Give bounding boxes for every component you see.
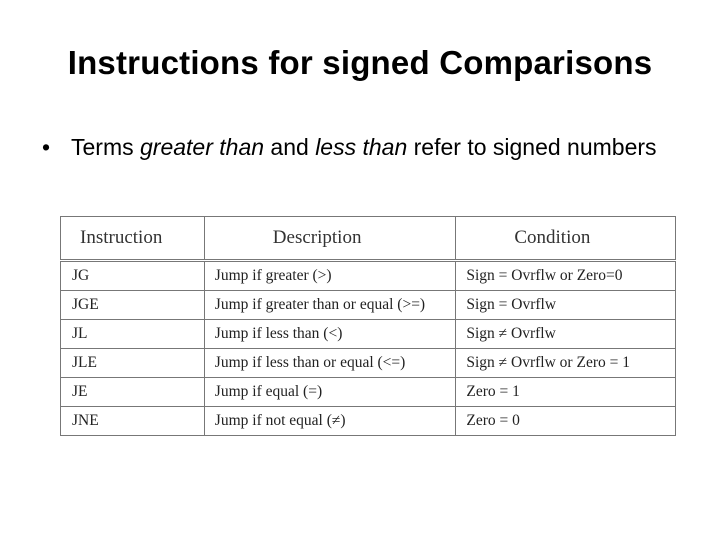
cell-condition: Zero = 0 xyxy=(456,407,676,436)
header-description: Description xyxy=(204,217,456,261)
slide-title: Instructions for signed Comparisons xyxy=(67,44,653,81)
cell-condition: Zero = 1 xyxy=(456,378,676,407)
table-row xyxy=(61,261,676,291)
bullet-text xyxy=(71,132,682,163)
bullet-text-italic-greater: greater than xyxy=(140,134,265,160)
cell-condition: Sign = Ovrflw xyxy=(456,291,676,320)
cell-instruction: JNE xyxy=(61,407,205,436)
bullet-point xyxy=(42,132,682,163)
cell-instruction: JG xyxy=(61,261,205,291)
comparison-table-container xyxy=(60,216,676,436)
cell-condition: Sign ≠ Ovrflw or Zero = 1 xyxy=(456,349,676,378)
table-row xyxy=(61,378,676,407)
cell-description: Jump if equal (=) xyxy=(204,378,456,407)
bullet-text-part1: Terms xyxy=(71,134,140,160)
cell-condition: Sign = Ovrflw or Zero=0 xyxy=(456,261,676,291)
cell-condition: Sign ≠ Ovrflw xyxy=(456,320,676,349)
cell-instruction: JGE xyxy=(61,291,205,320)
cell-instruction: JL xyxy=(61,320,205,349)
table-header-row xyxy=(61,217,676,261)
header-condition: Condition xyxy=(456,217,676,261)
table-row xyxy=(61,407,676,436)
bullet-marker: • xyxy=(42,134,51,160)
bullet-text-part3: refer to signed numbers xyxy=(407,134,657,160)
cell-description: Jump if greater (>) xyxy=(204,261,456,291)
table-row xyxy=(61,349,676,378)
comparison-table xyxy=(60,216,676,436)
cell-description: Jump if less than or equal (<=) xyxy=(204,349,456,378)
table-row xyxy=(61,320,676,349)
bullet-text-italic-less: less than xyxy=(315,134,408,160)
cell-instruction: JLE xyxy=(61,349,205,378)
cell-description: Jump if greater than or equal (>=) xyxy=(204,291,456,320)
cell-instruction: JE xyxy=(61,378,205,407)
bullet-text-part2: and xyxy=(264,134,316,160)
table-row xyxy=(61,291,676,320)
header-instruction: Instruction xyxy=(61,217,205,261)
cell-description: Jump if less than (<) xyxy=(204,320,456,349)
cell-description: Jump if not equal (≠) xyxy=(204,407,456,436)
